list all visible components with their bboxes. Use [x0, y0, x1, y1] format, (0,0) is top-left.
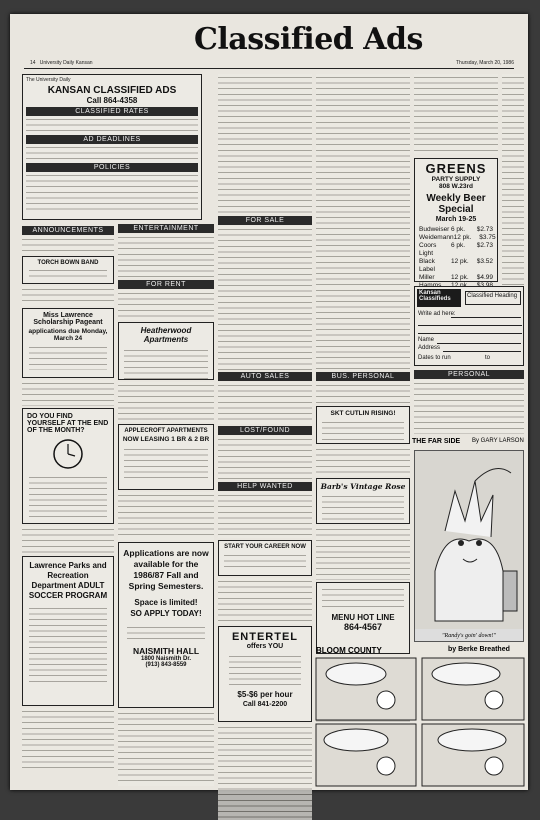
date-line: Thursday, March 20, 1986 — [456, 60, 514, 66]
far-side-title: THE FAR SIDE — [412, 438, 461, 445]
auto-sales-header: AUTO SALES — [218, 372, 312, 381]
naismith-hall-ad: Applications are now available for the 1986/87 Fall and Spring Semesters. Space is limited! SO APPLY TODAY! NAISMITH HALL 1800 Naismith Dr. (913) 843-8559 — [118, 542, 214, 708]
masthead-rule — [24, 68, 514, 69]
bloom-county-panels — [316, 658, 524, 786]
page-number: 14 University Daily Kansan — [30, 60, 93, 66]
masthead — [10, 14, 528, 70]
lawrence-scholarship-ad: Miss Lawrence Scholarship Pageant applications due Monday, March 24 — [22, 308, 114, 378]
far-side-caption: "Randy's goin' down!" — [442, 633, 496, 639]
kansan-box-title: KANSAN CLASSIFIED ADS — [47, 85, 177, 96]
beer-price: $2.73 — [476, 242, 493, 249]
bloom-county-byline: by Berke Breathed — [448, 646, 510, 653]
write-ad-label: Write ad here: — [418, 311, 456, 317]
lost-found-header: LOST/FOUND — [218, 426, 312, 435]
policies-header: POLICIES — [26, 163, 198, 172]
order-form-title: Kansan Classifieds — [417, 289, 461, 307]
name-field[interactable] — [437, 343, 521, 344]
kansan-top-line: The University Daily — [26, 77, 71, 83]
menu-hotline-ad: MENU HOT LINE 864-4567 — [316, 582, 410, 654]
address-label: Address — [418, 345, 441, 351]
bloom-county-header — [316, 646, 524, 656]
heatherwood-ad: Heatherwood Apartments — [118, 322, 214, 380]
newspaper-page — [10, 14, 528, 790]
for-rent-header: FOR RENT — [118, 280, 214, 289]
column-3 — [218, 74, 312, 788]
start-career-ad: START YOUR CAREER NOW — [218, 540, 312, 576]
beer-pack: 12 pk. — [453, 234, 472, 241]
applecroft-ad: APPLECROFT APARTMENTS NOW LEASING 1 BR & 2 BR — [118, 424, 214, 490]
rates-header: CLASSIFIED RATES — [26, 107, 198, 116]
skt-cutlin-ad: SKT CUTLIN RISING! — [316, 406, 410, 444]
kansan-box-phone: Call 864-4358 — [86, 96, 138, 105]
personal-header: PERSONAL — [414, 370, 524, 379]
beer-price: $4.99 — [476, 274, 493, 281]
column-6-personal — [414, 370, 524, 436]
dates-label: Dates to run — [418, 355, 451, 361]
bus-personal-header: BUS. PERSONAL — [316, 372, 410, 381]
beer-name: Coors Light — [419, 242, 437, 257]
kansan-classified-box — [22, 74, 202, 220]
beer-name: Weidemann — [419, 234, 454, 241]
announcements-header: ANNOUNCEMENTS — [22, 226, 114, 235]
classified-order-form — [414, 286, 524, 366]
bloom-county-strip — [316, 658, 524, 786]
for-sale-header: FOR SALE — [218, 216, 312, 225]
dates-to-label: to — [485, 355, 491, 361]
entertainment-header: ENTERTAINMENT — [118, 224, 214, 233]
help-wanted-header: HELP WANTED — [218, 482, 312, 491]
entertel-ad: ENTERTEL offers YOU $5-$6 per hour Call 841-2200 — [218, 626, 312, 722]
clock-illustration — [48, 436, 88, 472]
address-field[interactable] — [443, 351, 521, 352]
beer-name: Black Label — [419, 258, 435, 273]
column-1-lower — [22, 226, 114, 788]
far-side-cartoon — [414, 450, 524, 642]
name-label: Name — [418, 337, 435, 343]
beer-row — [419, 274, 493, 282]
far-side-drawing — [415, 451, 523, 629]
beer-price: $3.52 — [476, 258, 493, 265]
beer-price: $3.75 — [479, 234, 496, 241]
beer-name: Miller — [419, 274, 435, 281]
classified-heading-field[interactable]: Classified Heading — [465, 291, 521, 305]
beer-name: Budweiser — [419, 226, 450, 233]
torch-bowl-ad: TORCH BOWN BAND — [22, 256, 114, 284]
section-title: Classified Ads — [194, 22, 423, 57]
greens-party-supply-ad: GREENS PARTY SUPPLY 808 W.23rd Weekly Beer Special March 19-25 Budweiser 6 pk. $2.73 Weidemann 12 pk. $3.75 Coors Light 6 pk. $2.73 Black Label 12 pk. $3.52 Miller 12 pk. $4.99 — [414, 158, 498, 282]
right-column-services — [464, 74, 528, 270]
column-2 — [118, 224, 214, 788]
beer-pack: 6 pk. — [451, 226, 466, 233]
beer-pack: 12 pk. — [451, 258, 469, 265]
far-side-byline: By GARY LARSON — [472, 438, 524, 444]
barbs-vintage-rose-ad: Barb's Vintage Rose — [316, 478, 410, 524]
adult-soccer-ad: Lawrence Parks and Recreation Department ADULT SOCCER PROGRAM — [22, 556, 114, 706]
do-you-find-yourself-ad: DO YOU FIND YOURSELF AT THE END OF THE MONTH? — [22, 408, 114, 524]
deadlines-header: AD DEADLINES — [26, 135, 198, 144]
beer-pack: 12 pk. — [451, 274, 469, 281]
beer-pack: 6 pk. — [451, 242, 466, 249]
beer-price: $2.73 — [476, 226, 493, 233]
bloom-county-title: BLOOM COUNTY — [316, 646, 382, 655]
far-side-header — [316, 438, 524, 448]
